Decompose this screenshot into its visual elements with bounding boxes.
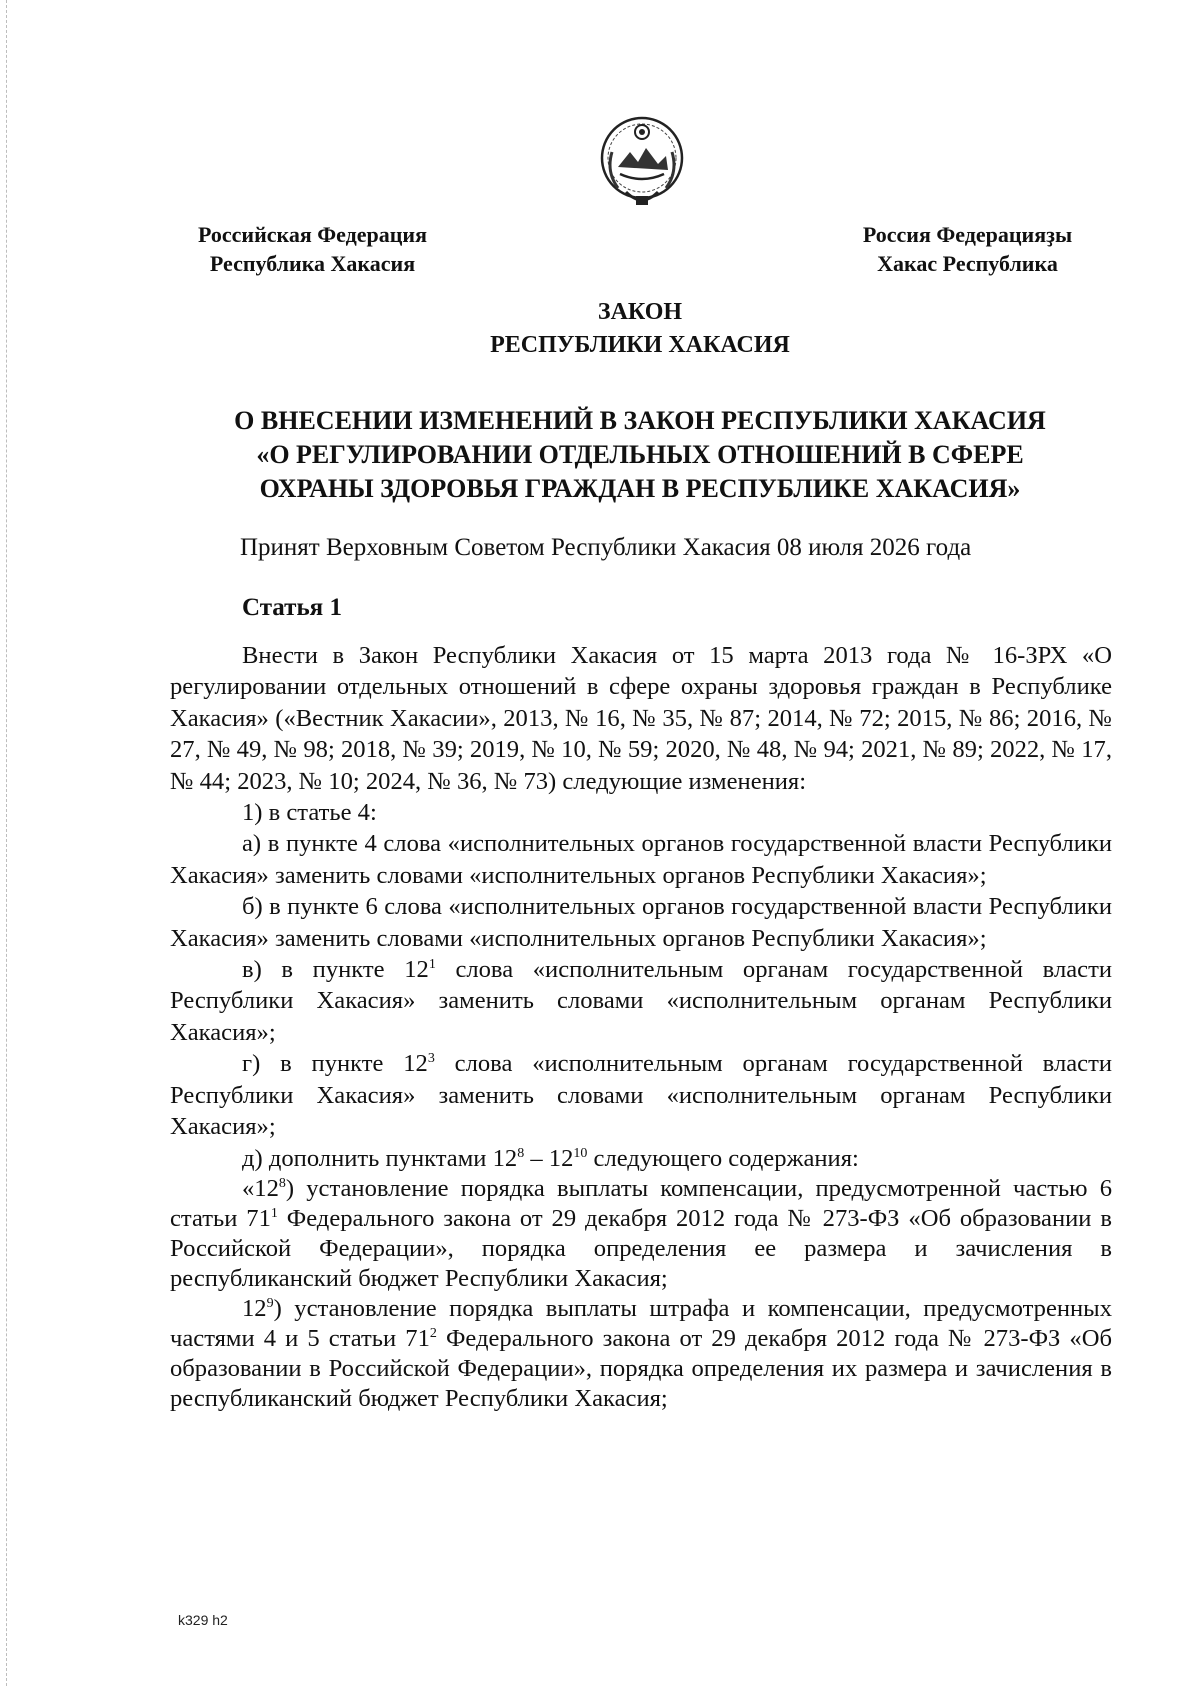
subitem-g: [170, 1048, 1112, 1142]
khakassia-coat-of-arms-icon: [596, 112, 688, 212]
article-body: [170, 640, 1112, 1414]
superscript: 3: [427, 1051, 435, 1067]
article-intro: Внести в Закон Республики Хакасия от 15 марта 2013 года № 16-ЗРХ «О регулировании отдельных отношений в сфере охраны здоровья граждан в Республике Хакасия» («Вестник Хакасии», 2013, № 16, № 35, № 87; 2014, № 72; 2015, № 86; 2016, № 27, № 49, № 98; 2018, № 39; 2019, № 10, № 59; 2020, № 48, № 94; 2021, № 89; 2022, № 17, № 44; 2023, № 10; 2024, № 36, № 73) следующие изменения:: [170, 642, 1112, 795]
header-right-line1: Россия Федерацияҙы: [862, 222, 1073, 247]
scan-edge-line: [6, 0, 7, 1686]
subitem-d: [170, 1143, 1112, 1174]
law-label-line1: ЗАКОН: [597, 299, 683, 325]
subitem-d-text: – 12: [524, 1144, 574, 1172]
superscript: 1: [428, 956, 436, 972]
subitem-b: б) в пункте 6 слова «исполнительных органов государственной власти Республики Хакасия» заменить словами «исполнительных органов Республики Хакасия»;: [170, 893, 1112, 952]
law-label-line2: РЕСПУБЛИКИ ХАКАСИЯ: [490, 332, 790, 358]
subitem-d-text: д) дополнить пунктами 12: [242, 1144, 518, 1172]
subitem-v: [170, 954, 1112, 1048]
item-1: 1) в статье 4:: [242, 799, 377, 827]
point-text: ) установление порядка выплаты компенсации, предусмотренной частью 6 статьи 71: [170, 1174, 1112, 1232]
adoption-note: Принят Верховным Советом Республики Хакасия 08 июля 2026 года: [240, 534, 972, 561]
article-heading: Статья 1: [242, 594, 342, 621]
superscript: 8: [517, 1145, 525, 1161]
subitem-v-text: в) в пункте 12: [242, 956, 429, 984]
superscript: 9: [266, 1295, 274, 1311]
point-12-9: [170, 1294, 1112, 1414]
point-text: Федерального закона от 29 декабря 2012 года № 273-ФЗ «Об образовании в Российской Федерации», порядка определения ее размера и зачисления в республиканский бюджет Республики Хакасия;: [170, 1204, 1112, 1292]
subitem-v-text: слова «исполнительным органам государственной власти Республики Хакасия» заменить словами «исполнительным органам Республики Хакасия»;: [170, 956, 1112, 1046]
header-left-line1: Российская Федерация: [197, 222, 428, 247]
superscript: 10: [573, 1145, 588, 1161]
subitem-g-text: г) в пункте 12: [242, 1050, 428, 1078]
law-label: [160, 296, 1120, 362]
point-12-8: [170, 1174, 1112, 1294]
point-text: 12: [242, 1294, 267, 1322]
law-title-line1: О ВНЕСЕНИИ ИЗМЕНЕНИЙ В ЗАКОН РЕСПУБЛИКИ ХАКАСИЯ: [234, 406, 1046, 435]
superscript: 1: [270, 1205, 278, 1221]
header-left-line2: Республика Хакасия: [209, 251, 416, 276]
point-text: «12: [242, 1174, 279, 1202]
subitem-g-text: слова «исполнительным органам государственной власти Республики Хакасия» заменить словами «исполнительным органам Республики Хакасия»;: [170, 1050, 1112, 1141]
header-right: [835, 220, 1100, 278]
superscript: 2: [429, 1325, 437, 1341]
point-text: Федерального закона от 29 декабря 2012 года № 273-ФЗ «Об образовании в Российской Федерации», порядка определения их размера и зачисления в республиканский бюджет Республики Хакасия;: [170, 1324, 1112, 1412]
law-title-line3: ОХРАНЫ ЗДОРОВЬЯ ГРАЖДАН В РЕСПУБЛИКЕ ХАКАСИЯ»: [259, 474, 1021, 503]
law-title-line2: «О РЕГУЛИРОВАНИИ ОТДЕЛЬНЫХ ОТНОШЕНИЙ В СФЕРЕ: [256, 440, 1024, 469]
subitem-a: а) в пункте 4 слова «исполнительных органов государственной власти Республики Хакасия» заменить словами «исполнительных органов Республики Хакасия»;: [170, 830, 1112, 889]
document-code: k329 h2: [178, 1612, 228, 1628]
superscript: 8: [278, 1175, 286, 1191]
point-text: ) установление порядка выплаты штрафа и компенсации, предусмотренных частями 4 и 5 статьи 71: [170, 1294, 1112, 1352]
subitem-d-text: следующего содержания:: [587, 1144, 859, 1172]
header-left: [170, 220, 455, 278]
header-right-line2: Хакас Республика: [877, 251, 1058, 276]
law-title: [160, 404, 1120, 506]
